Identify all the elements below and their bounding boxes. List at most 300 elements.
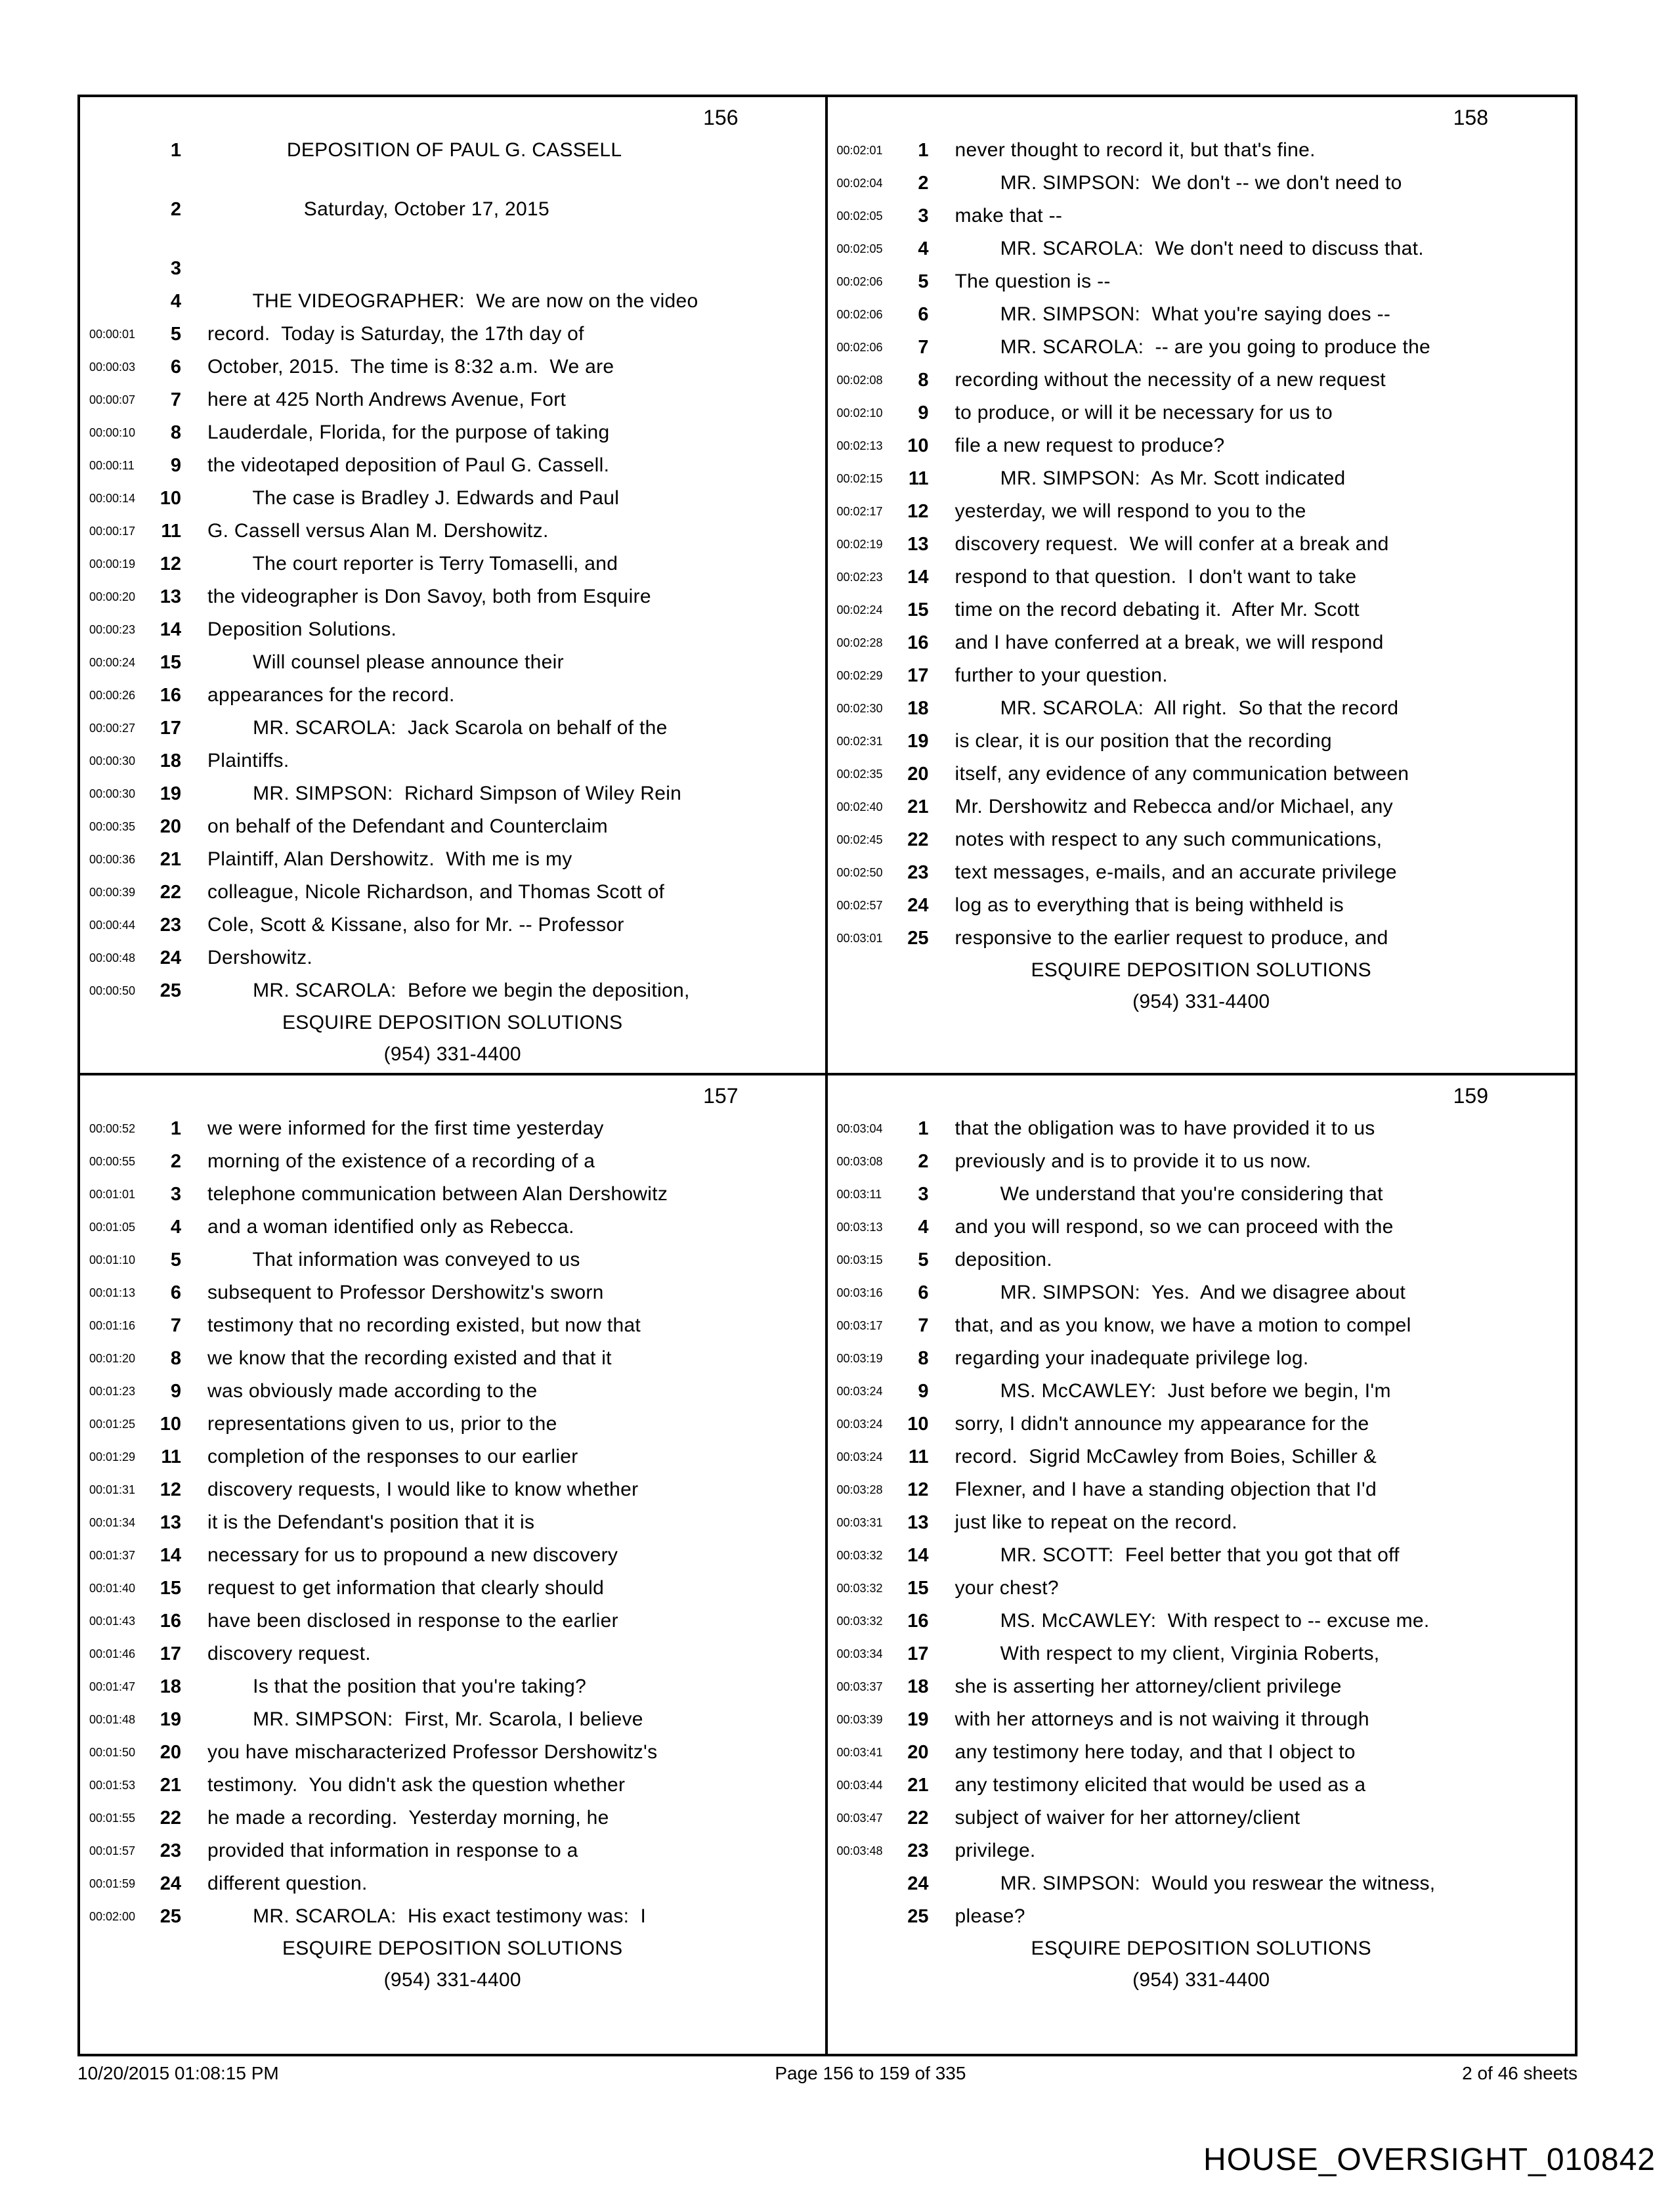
timestamp: 00:03:15 (836, 1253, 883, 1267)
line-text: Cole, Scott & Kissane, also for Mr. -- Professor (207, 914, 624, 936)
transcript-line (828, 725, 1576, 758)
line-text: regarding your inadequate privilege log. (955, 1347, 1309, 1369)
transcript-line (828, 1900, 1576, 1933)
transcript-line (80, 1769, 825, 1802)
transcript-line (828, 1736, 1576, 1769)
line-number: 24 (907, 894, 929, 916)
transcript-line (828, 1539, 1576, 1572)
transcript-line (828, 791, 1576, 823)
line-text: completion of the responses to our earlier (207, 1446, 578, 1467)
transcript-line (80, 777, 825, 810)
line-text: colleague, Nicole Richardson, and Thomas Scott of (207, 881, 665, 903)
transcript-line (828, 397, 1576, 429)
timestamp: 00:02:06 (836, 274, 883, 288)
timestamp: 00:02:35 (836, 767, 883, 781)
timestamp: 00:00:35 (89, 819, 136, 833)
timestamp: 00:03:31 (836, 1515, 883, 1529)
line-text: you have mischaracterized Professor Dershowitz's (207, 1741, 658, 1763)
line-number: 25 (160, 980, 181, 1001)
transcript-line (828, 758, 1576, 791)
timestamp: 00:00:24 (89, 655, 136, 669)
timestamp: 00:03:24 (836, 1384, 883, 1398)
line-number: 5 (170, 323, 181, 345)
timestamp: 00:03:41 (836, 1745, 883, 1759)
transcript-page-158 (828, 97, 1576, 1075)
transcript-line (828, 495, 1576, 528)
transcript-line (80, 580, 825, 613)
line-text: Flexner, and I have a standing objection that I'd (955, 1479, 1377, 1500)
timestamp: 00:02:23 (836, 570, 883, 584)
line-text: testimony that no recording existed, but now that (207, 1314, 641, 1336)
line-number: 2 (170, 198, 181, 220)
timestamp: 00:01:20 (89, 1351, 136, 1365)
line-number: 23 (907, 861, 929, 883)
transcript-line (80, 1244, 825, 1276)
line-text: and I have conferred at a break, we will respond (955, 632, 1384, 653)
line-text: that, and as you know, we have a motion to compel (955, 1314, 1411, 1336)
line-text: sorry, I didn't announce my appearance for the (955, 1413, 1369, 1435)
line-number: 4 (918, 238, 929, 259)
esquire-footer-name: ESQUIRE DEPOSITION SOLUTIONS (282, 1938, 623, 1959)
transcript-line (828, 1211, 1576, 1244)
page-number: 156 (703, 106, 739, 129)
line-text: Plaintiff, Alan Dershowitz. With me is my (207, 848, 572, 870)
timestamp: 00:01:40 (89, 1581, 136, 1595)
timestamp: 00:01:50 (89, 1745, 136, 1759)
transcript-line (80, 613, 825, 646)
line-number: 25 (907, 1905, 929, 1927)
line-number: 7 (170, 1314, 181, 1336)
timestamp: 00:03:16 (836, 1286, 883, 1299)
timestamp: 00:02:00 (89, 1909, 136, 1923)
timestamp: 00:03:08 (836, 1154, 883, 1168)
timestamp: 00:01:46 (89, 1647, 136, 1660)
transcript-line (828, 1342, 1576, 1375)
transcript-page-159 (828, 1075, 1576, 2054)
line-text: text messages, e-mails, and an accurate privilege (955, 861, 1397, 883)
transcript-line (80, 1637, 825, 1670)
line-text: different question. (207, 1873, 368, 1894)
line-number: 2 (170, 1150, 181, 1172)
transcript-line (828, 1408, 1576, 1441)
line-number: 21 (907, 1774, 929, 1796)
line-number: 4 (170, 1216, 181, 1238)
line-number: 25 (907, 927, 929, 949)
line-text: The question is -- (955, 271, 1111, 292)
timestamp: 00:03:01 (836, 931, 883, 945)
line-number: 9 (170, 454, 181, 476)
timestamp: 00:02:17 (836, 504, 883, 518)
line-number: 11 (161, 1446, 181, 1467)
line-text: discovery requests, I would like to know whether (207, 1479, 639, 1500)
transcript-line (80, 679, 825, 712)
timestamp: 00:01:43 (89, 1614, 136, 1628)
timestamp: 00:02:45 (836, 833, 883, 846)
timestamp: 00:02:10 (836, 406, 883, 420)
line-text: is clear, it is our position that the recording (955, 730, 1332, 752)
line-number: 7 (918, 336, 929, 358)
line-number: 15 (907, 1577, 929, 1599)
timestamp: 00:02:24 (836, 603, 883, 617)
line-text: MR. SIMPSON: Would you reswear the witness, (955, 1873, 1436, 1894)
transcript-line (828, 1670, 1576, 1703)
line-number: 22 (160, 881, 181, 903)
timestamp: 00:00:20 (89, 590, 136, 603)
line-number: 20 (907, 763, 929, 785)
timestamp: 00:03:47 (836, 1811, 883, 1825)
transcript-line (828, 364, 1576, 397)
transcript-line (828, 1637, 1576, 1670)
line-text: time on the record debating it. After Mr. Scott (955, 599, 1360, 620)
transcript-line (828, 232, 1576, 265)
timestamp: 00:01:47 (89, 1680, 136, 1693)
line-number: 24 (160, 1873, 181, 1894)
line-number: 17 (160, 717, 181, 739)
transcript-line (80, 712, 825, 745)
line-number: 20 (160, 815, 181, 837)
timestamp: 00:02:28 (836, 636, 883, 649)
line-number: 6 (918, 303, 929, 325)
bates-number: HOUSE_OVERSIGHT_010842 (1203, 2142, 1656, 2177)
transcript-line (828, 1572, 1576, 1605)
line-number: 19 (160, 1708, 181, 1730)
line-text: MR. SCAROLA: All right. So that the record (955, 697, 1399, 719)
line-number: 12 (160, 553, 181, 575)
timestamp: 00:03:11 (836, 1187, 882, 1201)
line-text: That information was conveyed to us (207, 1249, 580, 1270)
transcript-line (80, 1145, 825, 1178)
line-text: it is the Defendant's position that it is (207, 1511, 535, 1533)
transcript-line (80, 1473, 825, 1506)
line-text: privilege. (955, 1840, 1036, 1861)
transcript-line (80, 1506, 825, 1539)
timestamp: 00:00:26 (89, 688, 136, 702)
line-number: 25 (160, 1905, 181, 1927)
transcript-line (828, 823, 1576, 856)
transcript-line (80, 843, 825, 876)
line-number: 18 (907, 697, 929, 719)
transcript-line (80, 1342, 825, 1375)
line-number: 16 (160, 1610, 181, 1632)
transcript-line (828, 561, 1576, 594)
transcript-lines (828, 134, 1576, 955)
line-number: 19 (907, 1708, 929, 1730)
line-text: MR. SIMPSON: What you're saying does -- (955, 303, 1391, 325)
line-number: 1 (170, 139, 181, 161)
transcript-line (80, 1605, 825, 1637)
transcript-line (80, 974, 825, 1007)
line-number: 23 (160, 914, 181, 936)
line-text: MS. McCAWLEY: Just before we begin, I'm (955, 1380, 1391, 1402)
line-number: 16 (907, 1610, 929, 1632)
line-text: was obviously made according to the (207, 1380, 538, 1402)
timestamp: 00:00:55 (89, 1154, 136, 1168)
timestamp: 00:01:59 (89, 1876, 136, 1890)
line-number: 3 (918, 1183, 929, 1205)
transcript-line (828, 659, 1576, 692)
timestamp: 00:01:16 (89, 1318, 136, 1332)
line-text: MR. SCAROLA: -- are you going to produce the (955, 336, 1431, 358)
line-text: with her attorneys and is not waiving it through (955, 1708, 1369, 1730)
line-number: 21 (907, 796, 929, 817)
transcript-lines (828, 1112, 1576, 1933)
timestamp: 00:02:40 (836, 800, 883, 813)
timestamp: 00:00:50 (89, 984, 136, 997)
line-text: DEPOSITION OF PAUL G. CASSELL (207, 139, 622, 161)
line-text: subject of waiver for her attorney/client (955, 1807, 1300, 1829)
transcript-line (80, 416, 825, 449)
line-text: representations given to us, prior to the (207, 1413, 557, 1435)
line-text: discovery request. We will confer at a break and (955, 533, 1389, 555)
sheet-count: 2 of 46 sheets (1462, 2063, 1577, 2083)
line-number: 14 (160, 1544, 181, 1566)
line-number: 19 (907, 730, 929, 752)
line-text: any testimony here today, and that I object to (955, 1741, 1356, 1763)
line-text: have been disclosed in response to the earlier (207, 1610, 618, 1632)
transcript-line (80, 1112, 825, 1145)
line-number: 7 (170, 389, 181, 410)
timestamp: 00:01:13 (89, 1286, 136, 1299)
line-number: 15 (907, 599, 929, 620)
line-number: 3 (918, 205, 929, 227)
line-number: 5 (170, 1249, 181, 1270)
timestamp: 00:02:05 (836, 242, 883, 255)
line-text: MR. SCOTT: Feel better that you got that off (955, 1544, 1400, 1566)
line-text: your chest? (955, 1577, 1059, 1599)
timestamp: 00:01:29 (89, 1450, 136, 1464)
line-text: MR. SIMPSON: Yes. And we disagree about (955, 1282, 1406, 1303)
transcript-sheet (77, 95, 1577, 2056)
timestamp: 00:02:08 (836, 373, 883, 387)
timestamp: 00:02:50 (836, 865, 883, 879)
transcript-line (828, 856, 1576, 889)
line-text: MR. SIMPSON: We don't -- we don't need to (955, 172, 1402, 194)
line-text: appearances for the record. (207, 684, 455, 706)
line-text: Will counsel please announce their (207, 651, 564, 673)
transcript-line (80, 646, 825, 679)
esquire-footer-phone: (954) 331-4400 (383, 1043, 521, 1065)
transcript-line (828, 298, 1576, 331)
transcript-line (828, 429, 1576, 462)
transcript-line (828, 1309, 1576, 1342)
line-number: 3 (170, 1183, 181, 1205)
timestamp: 00:01:34 (89, 1515, 136, 1529)
line-text: make that -- (955, 205, 1063, 227)
line-number: 1 (918, 139, 929, 161)
line-number: 5 (918, 271, 929, 292)
timestamp: 00:00:07 (89, 393, 136, 406)
line-number: 5 (918, 1249, 929, 1270)
line-text: Dershowitz. (207, 947, 313, 968)
transcript-line (80, 876, 825, 909)
transcript-line (80, 1539, 825, 1572)
line-text: subsequent to Professor Dershowitz's sworn (207, 1282, 604, 1303)
transcript-line (80, 252, 825, 285)
line-number: 6 (170, 356, 181, 378)
line-text: we were informed for the first time yesterday (207, 1117, 604, 1139)
line-number: 18 (160, 1676, 181, 1697)
timestamp: 00:02:30 (836, 701, 883, 715)
timestamp: 00:03:13 (836, 1220, 883, 1234)
line-text: MR. SIMPSON: As Mr. Scott indicated (955, 467, 1346, 489)
timestamp: 00:01:31 (89, 1483, 136, 1496)
timestamp: 00:00:23 (89, 622, 136, 636)
transcript-line (80, 515, 825, 548)
esquire-footer-name: ESQUIRE DEPOSITION SOLUTIONS (282, 1012, 623, 1033)
line-number: 11 (908, 467, 929, 489)
transcript-line (828, 1506, 1576, 1539)
timestamp: 00:03:24 (836, 1450, 883, 1464)
transcript-line (80, 1276, 825, 1309)
line-text: we know that the recording existed and that it (207, 1347, 612, 1369)
transcript-line (80, 449, 825, 482)
line-text: Mr. Dershowitz and Rebecca and/or Michael, any (955, 796, 1393, 817)
timestamp: 00:02:04 (836, 176, 883, 190)
line-text: MR. SCAROLA: We don't need to discuss that. (955, 238, 1424, 259)
line-number: 22 (160, 1807, 181, 1829)
line-number: 1 (918, 1117, 929, 1139)
page-number: 157 (703, 1084, 739, 1108)
line-text: responsive to the earlier request to produce, and (955, 927, 1388, 949)
line-text: the videotaped deposition of Paul G. Cassell. (207, 454, 610, 476)
line-text: MR. SCAROLA: Jack Scarola on behalf of the (207, 717, 668, 739)
line-number: 2 (918, 172, 929, 194)
timestamp: 00:01:10 (89, 1253, 136, 1267)
timestamp: 00:00:39 (89, 885, 136, 899)
transcript-line (828, 1276, 1576, 1309)
transcript-line (828, 265, 1576, 298)
transcript-line (828, 922, 1576, 955)
line-number: 14 (907, 566, 929, 588)
timestamp: 00:00:48 (89, 951, 136, 965)
transcript-line (828, 1867, 1576, 1900)
line-text: request to get information that clearly should (207, 1577, 605, 1599)
line-number: 8 (918, 1347, 929, 1369)
line-text: recording without the necessity of a new request (955, 369, 1386, 391)
line-text: she is asserting her attorney/client privilege (955, 1676, 1342, 1697)
line-number: 14 (907, 1544, 929, 1566)
timestamp: 00:00:10 (89, 425, 136, 439)
line-number: 12 (907, 500, 929, 522)
timestamp: 00:03:44 (836, 1778, 883, 1792)
timestamp: 00:01:37 (89, 1548, 136, 1562)
line-text: he made a recording. Yesterday morning, he (207, 1807, 609, 1829)
line-text: morning of the existence of a recording of a (207, 1150, 595, 1172)
page-number: 159 (1453, 1084, 1488, 1108)
transcript-line (80, 1408, 825, 1441)
timestamp: 00:02:13 (836, 439, 883, 452)
line-number: 12 (160, 1479, 181, 1500)
transcript-line (80, 134, 825, 167)
line-text: We understand that you're considering that (955, 1183, 1383, 1205)
line-number: 17 (160, 1643, 181, 1664)
line-text: The court reporter is Terry Tomaselli, and (207, 553, 618, 575)
transcript-line (828, 1473, 1576, 1506)
line-number: 9 (918, 402, 929, 423)
transcript-line (80, 942, 825, 974)
line-number: 8 (170, 422, 181, 443)
line-number: 10 (160, 487, 181, 509)
line-number: 20 (907, 1741, 929, 1763)
timestamp: 00:02:06 (836, 340, 883, 354)
timestamp: 00:03:32 (836, 1581, 883, 1595)
timestamp: 00:00:30 (89, 754, 136, 768)
line-text: MS. McCAWLEY: With respect to -- excuse me. (955, 1610, 1430, 1632)
page-range: Page 156 to 159 of 335 (775, 2063, 966, 2083)
timestamp: 00:00:01 (89, 327, 136, 341)
line-number: 12 (907, 1479, 929, 1500)
line-number: 4 (170, 290, 181, 312)
line-text: yesterday, we will respond to you to the (955, 500, 1306, 522)
transcript-line (80, 745, 825, 777)
transcript-line (828, 200, 1576, 232)
transcript-line (80, 1802, 825, 1834)
timestamp: 00:02:19 (836, 537, 883, 551)
transcript-line (80, 351, 825, 383)
transcript-line (80, 909, 825, 942)
transcript-line (828, 626, 1576, 659)
esquire-footer-phone: (954) 331-4400 (383, 1969, 521, 1991)
timestamp: 00:02:06 (836, 307, 883, 321)
line-number: 24 (160, 947, 181, 968)
timestamp: 00:01:57 (89, 1844, 136, 1857)
timestamp: 00:03:37 (836, 1680, 883, 1693)
timestamp: 00:03:17 (836, 1318, 883, 1332)
transcript-line (828, 331, 1576, 364)
timestamp: 00:02:31 (836, 734, 883, 748)
transcript-line (80, 1375, 825, 1408)
transcript-line (828, 1703, 1576, 1736)
timestamp: 00:02:57 (836, 898, 883, 912)
timestamp: 00:01:01 (89, 1187, 136, 1201)
line-text: notes with respect to any such communications, (955, 829, 1383, 850)
line-text: any testimony elicited that would be used as a (955, 1774, 1366, 1796)
timestamp: 00:01:23 (89, 1384, 136, 1398)
transcript-line (80, 1703, 825, 1736)
line-number: 22 (907, 1807, 929, 1829)
line-number: 13 (907, 533, 929, 555)
timestamp: 00:03:39 (836, 1712, 883, 1726)
transcript-line (80, 193, 825, 226)
line-number: 18 (907, 1676, 929, 1697)
line-number: 18 (160, 750, 181, 771)
line-text: to produce, or will it be necessary for us to (955, 402, 1333, 423)
transcript-line (80, 1670, 825, 1703)
line-text: provided that information in response to a (207, 1840, 578, 1861)
line-number: 6 (918, 1282, 929, 1303)
timestamp: 00:03:32 (836, 1548, 883, 1562)
line-number: 15 (160, 1577, 181, 1599)
line-number: 9 (918, 1380, 929, 1402)
line-text: here at 425 North Andrews Avenue, Fort (207, 389, 567, 410)
line-text: With respect to my client, Virginia Roberts, (955, 1643, 1380, 1664)
transcript-line (80, 318, 825, 351)
line-text: Lauderdale, Florida, for the purpose of taking (207, 422, 610, 443)
transcript-line (80, 1309, 825, 1342)
transcript-line (80, 1178, 825, 1211)
transcript-line (828, 1605, 1576, 1637)
line-number: 15 (160, 651, 181, 673)
print-footer (77, 2063, 1577, 2084)
line-number: 16 (160, 684, 181, 706)
timestamp: 00:03:48 (836, 1844, 883, 1857)
transcript-line (828, 134, 1576, 167)
line-text: telephone communication between Alan Dershowitz (207, 1183, 668, 1205)
transcript-lines (80, 134, 825, 1007)
transcript-line (80, 1736, 825, 1769)
timestamp: 00:02:05 (836, 209, 883, 223)
timestamp: 00:00:17 (89, 524, 136, 538)
